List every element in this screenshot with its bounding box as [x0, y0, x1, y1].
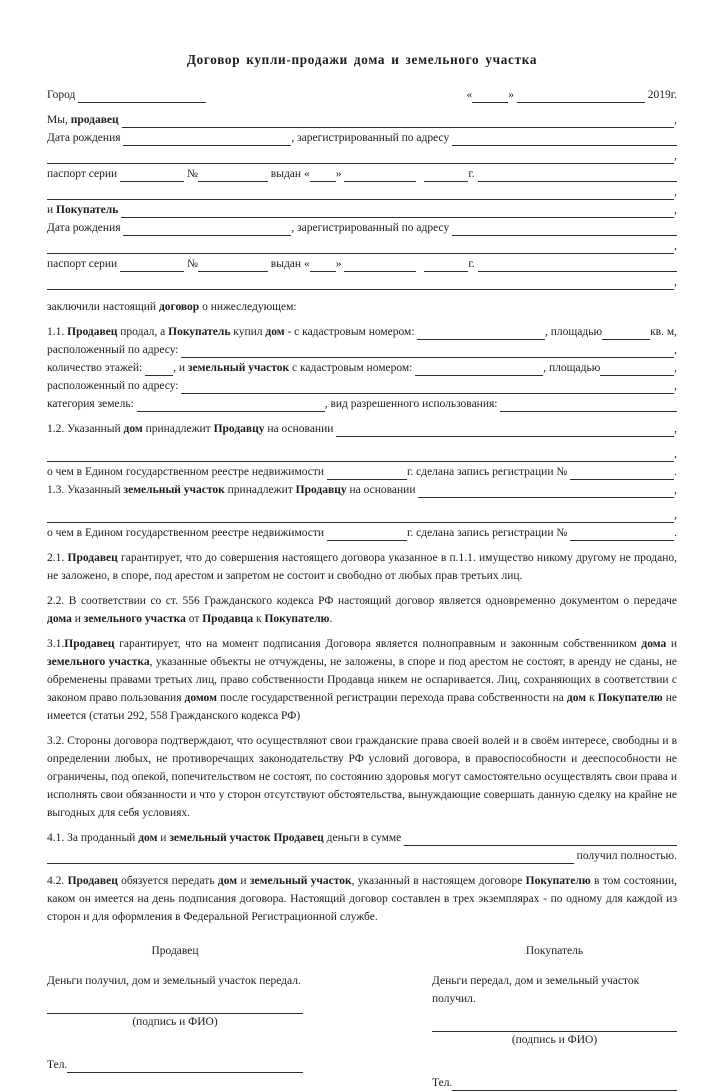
text-segment: , — [674, 276, 677, 288]
blank-field — [600, 362, 674, 376]
text-segment: и — [157, 832, 170, 844]
text-segment: и — [71, 613, 84, 625]
blank-field — [121, 204, 674, 218]
form-line — [47, 219, 677, 237]
text-segment: 1.1. — [47, 326, 68, 338]
blank-field — [415, 362, 543, 376]
text-segment: паспорт серии — [47, 168, 121, 180]
text-segment: с кадастровым номером: — [289, 362, 416, 374]
text-segment: кв. м, — [650, 326, 677, 338]
seller-title: Продавец — [151, 945, 199, 957]
buyer-statement: Деньги передал, дом и земельный участок получил. — [432, 975, 640, 1005]
blank-field — [336, 423, 674, 437]
contract-clause — [47, 592, 677, 628]
phone-label: Тел. — [47, 1059, 68, 1071]
blank-field — [452, 132, 677, 146]
form-line — [47, 395, 677, 413]
text-segment: 3.1. — [47, 638, 65, 650]
form-line — [47, 481, 677, 499]
emphasis-text: дома — [47, 613, 72, 625]
emphasis-text: Покупатель — [56, 204, 119, 216]
blank-field — [47, 150, 674, 164]
seller-statement: Деньги получил, дом и земельный участок передал. — [47, 975, 301, 987]
text-segment: к — [586, 692, 598, 704]
blank-field — [120, 168, 184, 182]
emphasis-text: договор — [158, 301, 200, 313]
emphasis-text: Продавца — [202, 613, 254, 625]
blank-field — [570, 527, 674, 541]
emphasis-text: дом — [566, 692, 587, 704]
emphasis-text: земельного участка — [83, 613, 186, 625]
text-segment: принадлежит — [224, 484, 296, 496]
signature-caption: (подпись и ФИО) — [132, 1016, 218, 1028]
spacer — [416, 168, 424, 181]
blank-field — [198, 168, 268, 182]
text-segment: , зарегистрированный по адресу — [291, 222, 453, 234]
contract-body — [47, 86, 677, 926]
spacer — [416, 258, 424, 271]
emphasis-text: земельный участок — [169, 832, 271, 844]
text-segment: , — [674, 380, 677, 392]
text-segment: расположенный по адресу: — [47, 344, 182, 356]
contract-clause — [47, 872, 677, 926]
blank-field — [67, 1059, 303, 1073]
form-line — [47, 829, 677, 847]
form-line — [47, 201, 677, 219]
text-segment: , — [674, 186, 677, 198]
buyer-signature-column — [432, 942, 677, 1092]
text-segment: 1.2. Указанный — [47, 423, 124, 435]
text-segment: от — [185, 613, 203, 625]
text-segment: , указанный в настоящем договоре — [351, 875, 526, 887]
blank-field — [602, 326, 650, 340]
form-line — [47, 506, 677, 524]
text-segment: после государственной регистрации перехода права собственности на — [216, 692, 567, 704]
text-segment: Дата рождения — [47, 222, 124, 234]
blank-field — [310, 168, 336, 182]
blank-field — [327, 466, 407, 480]
text-segment: , вид разрешенного использования: — [324, 398, 501, 410]
emphasis-text: земельный участок — [187, 362, 290, 374]
form-line — [47, 255, 677, 273]
text-segment: выдан « — [267, 168, 310, 180]
blank-field — [424, 168, 468, 182]
blank-field — [122, 114, 675, 128]
blank-field — [472, 89, 508, 103]
text-segment: , — [674, 204, 677, 216]
signature-caption: (подпись и ФИО) — [511, 1034, 598, 1046]
blank-field — [517, 89, 645, 103]
text-segment: » — [335, 168, 345, 180]
text-segment: № — [184, 168, 198, 180]
form-line — [47, 273, 677, 291]
contract-clause — [47, 549, 677, 585]
blank-field — [181, 380, 674, 394]
seller-signature-line — [47, 990, 303, 1014]
blank-field — [123, 222, 291, 236]
text-segment: о нижеследующем: — [199, 301, 297, 313]
text-segment: принадлежит — [142, 423, 214, 435]
blank-field — [47, 186, 674, 200]
text-segment: не имеется (статьи 292, 558 Гражданского кодекса РФ) — [47, 692, 678, 722]
emphasis-text: Покупателю — [264, 613, 330, 625]
text-segment: и — [666, 638, 678, 650]
form-line — [47, 847, 677, 865]
form-line — [47, 323, 677, 341]
blank-field — [500, 398, 677, 412]
form-line — [47, 298, 677, 316]
form-line — [47, 165, 677, 183]
text-segment: 4.1. За проданный — [47, 832, 139, 844]
text-segment: 2019г. — [644, 89, 677, 101]
document-title: Договор купли-продажи дома и земельного участка — [186, 52, 538, 67]
emphasis-text: дом — [217, 875, 238, 887]
text-segment: , зарегистрированный по адресу — [291, 132, 453, 144]
blank-field — [47, 509, 674, 523]
text-segment: , площадью — [543, 362, 601, 374]
form-line — [47, 463, 677, 481]
signatures-section — [47, 942, 677, 1092]
emphasis-text: дом — [138, 832, 158, 844]
text-segment: обязуется передать — [117, 875, 218, 887]
text-segment: » — [335, 258, 345, 270]
text-segment: , — [674, 114, 677, 126]
text-segment: на основании — [346, 484, 419, 496]
form-line — [47, 111, 677, 129]
form-line — [47, 237, 677, 255]
blank-field — [344, 168, 416, 182]
text-segment: , — [674, 448, 677, 460]
buyer-title: Покупатель — [525, 945, 584, 957]
blank-field — [78, 89, 206, 103]
emphasis-text: дом — [123, 423, 143, 435]
blank-field — [478, 168, 678, 182]
text-segment: к — [253, 613, 265, 625]
emphasis-text: дом — [265, 326, 285, 338]
blank-field — [47, 240, 674, 254]
text-segment: деньги в сумме — [323, 832, 405, 844]
text-segment: , — [674, 240, 677, 252]
form-line — [47, 147, 677, 165]
emphasis-text: земельный участок — [249, 875, 352, 887]
blank-field — [47, 448, 674, 462]
text-segment: 1.3. Указанный — [47, 484, 124, 496]
blank-field — [452, 1077, 677, 1091]
blank-field — [47, 276, 674, 290]
emphasis-text: Продавцу — [295, 484, 347, 496]
form-line — [47, 86, 677, 104]
form-line — [47, 377, 677, 395]
blank-field — [145, 362, 173, 376]
emphasis-text: Продавец — [64, 638, 115, 650]
text-segment: заключили настоящий — [47, 301, 159, 313]
text-segment: и — [237, 875, 250, 887]
text-segment: купил — [230, 326, 266, 338]
text-segment: , — [674, 344, 677, 356]
form-line — [47, 445, 677, 463]
text-segment: 3.2. Стороны договора подтверждают, что осуществляют свои гражданские права своей волей и в своём интересе, свободны и в определении любых, не противоречащих законодательству РФ условий договора, в правоспособности и дееспособности не ограничены, под опекой, попечительством не состоят, по состоянию здоровья могут самостоятельно осуществлять свои права и исполнять свои обязанности и что у сторон отсутствуют обстоятельства, вынуждающие совершать данную сделку на крайне не выгодных для себя условиях. — [47, 735, 677, 819]
text-segment: о чем в Едином государственном реестре недвижимости — [47, 466, 327, 478]
text-segment: г. сделана запись регистрации № — [406, 527, 571, 539]
emphasis-text: Покупателю — [597, 692, 663, 704]
blank-field — [327, 527, 407, 541]
emphasis-text: продавец — [70, 114, 119, 126]
phone-label: Тел. — [432, 1077, 453, 1089]
text-segment: . — [674, 527, 677, 539]
emphasis-text: Продавец — [67, 326, 118, 338]
text-segment: 4.2. — [47, 875, 68, 887]
form-line — [47, 420, 677, 438]
blank-field — [344, 258, 416, 272]
blank-field — [120, 258, 184, 272]
emphasis-text: Продавцу — [213, 423, 265, 435]
text-segment: и — [47, 204, 57, 216]
text-segment: , — [674, 362, 677, 374]
text-segment: 2.2. В соответствии со ст. 556 Гражданского кодекса РФ настоящий договор является одновременно документом о передаче — [47, 595, 677, 607]
emphasis-text: домом — [184, 692, 217, 704]
emphasis-text: Продавец — [67, 552, 118, 564]
blank-field — [478, 258, 678, 272]
form-line — [47, 359, 677, 377]
text-segment: . — [329, 613, 333, 625]
blank-field — [198, 258, 268, 272]
text-segment: в том состоянии, каком он имеется на день подписания договора. Настоящий договор составлен в трех экземплярах - по одному для каждой из сторон и для оформления в Федеральной Регистрационной службе. — [47, 875, 678, 923]
emphasis-text: Покупателю — [525, 875, 591, 887]
text-segment: расположенный по адресу: — [47, 380, 182, 392]
emphasis-text: дома — [641, 638, 667, 650]
form-line — [47, 524, 677, 542]
blank-field — [417, 326, 545, 340]
text-segment: , — [674, 484, 677, 496]
emphasis-text: Продавец — [67, 875, 118, 887]
buyer-signature-line — [432, 1008, 677, 1032]
blank-field — [123, 132, 291, 146]
text-segment: Мы, — [47, 114, 71, 126]
text-segment: гарантирует, что до совершения настоящего договора указанное в п.1.1. имущество никому другому не продано, не заложено, в споре, под арестом и запретом не состоит и свободно от любых прав третьих лиц. — [47, 552, 677, 582]
blank-field — [570, 466, 674, 480]
text-segment: , и — [173, 362, 188, 374]
text-segment: . — [674, 466, 677, 478]
text-segment: Город — [47, 89, 79, 101]
text-segment: , — [674, 509, 677, 521]
text-segment: о чем в Едином государственном реестре недвижимости — [47, 527, 327, 539]
text-segment: выдан « — [267, 258, 310, 270]
form-line — [47, 129, 677, 147]
text-segment: Дата рождения — [47, 132, 124, 144]
seller-phone-line — [47, 1056, 303, 1074]
text-segment: количество этажей: — [47, 362, 146, 374]
text-segment: » — [508, 89, 517, 101]
blank-field — [47, 850, 574, 864]
text-segment: , указанные объекты не отчуждены, не заложены, в споре и под арестом не состоят, в аренду не сданы, не обременены правами третьих лиц, право собственности Продавца никем не оспаривается. Лиц, сохраняющих в соответствии с законом право пользования — [47, 656, 677, 704]
text-segment: г. сделана запись регистрации № — [406, 466, 571, 478]
text-segment: г. — [468, 258, 478, 270]
text-segment: получил полностью. — [573, 850, 677, 862]
blank-field — [310, 258, 336, 272]
text-segment: г. — [468, 168, 478, 180]
blank-field — [137, 398, 325, 412]
text-segment: № — [184, 258, 198, 270]
seller-signature-column — [47, 942, 303, 1092]
blank-field — [181, 344, 674, 358]
emphasis-text: земельного участка — [47, 656, 150, 668]
emphasis-text: Продавец — [273, 832, 324, 844]
text-segment: , площадью — [545, 326, 603, 338]
text-segment: « — [466, 89, 473, 101]
blank-field — [452, 222, 677, 236]
text-segment: - с кадастровым номером: — [284, 326, 418, 338]
text-segment: , — [674, 423, 677, 435]
form-line — [47, 183, 677, 201]
text-segment: , — [674, 150, 677, 162]
form-line — [47, 341, 677, 359]
spacer — [206, 89, 466, 102]
contract-clause — [47, 732, 677, 822]
emphasis-text: земельный участок — [123, 484, 225, 496]
buyer-phone-line — [432, 1074, 677, 1092]
text-segment: 2.1. — [47, 552, 68, 564]
blank-field — [418, 484, 674, 498]
text-segment: на основании — [264, 423, 337, 435]
text-segment: паспорт серии — [47, 258, 121, 270]
blank-field — [424, 258, 468, 272]
text-segment: категория земель: — [47, 398, 137, 410]
emphasis-text: Покупатель — [168, 326, 231, 338]
blank-field — [404, 832, 677, 846]
contract-clause — [47, 635, 677, 725]
text-segment: продал, а — [117, 326, 169, 338]
text-segment: гарантирует, что на момент подписания Договора является полноправным и законным собственником — [114, 638, 642, 650]
